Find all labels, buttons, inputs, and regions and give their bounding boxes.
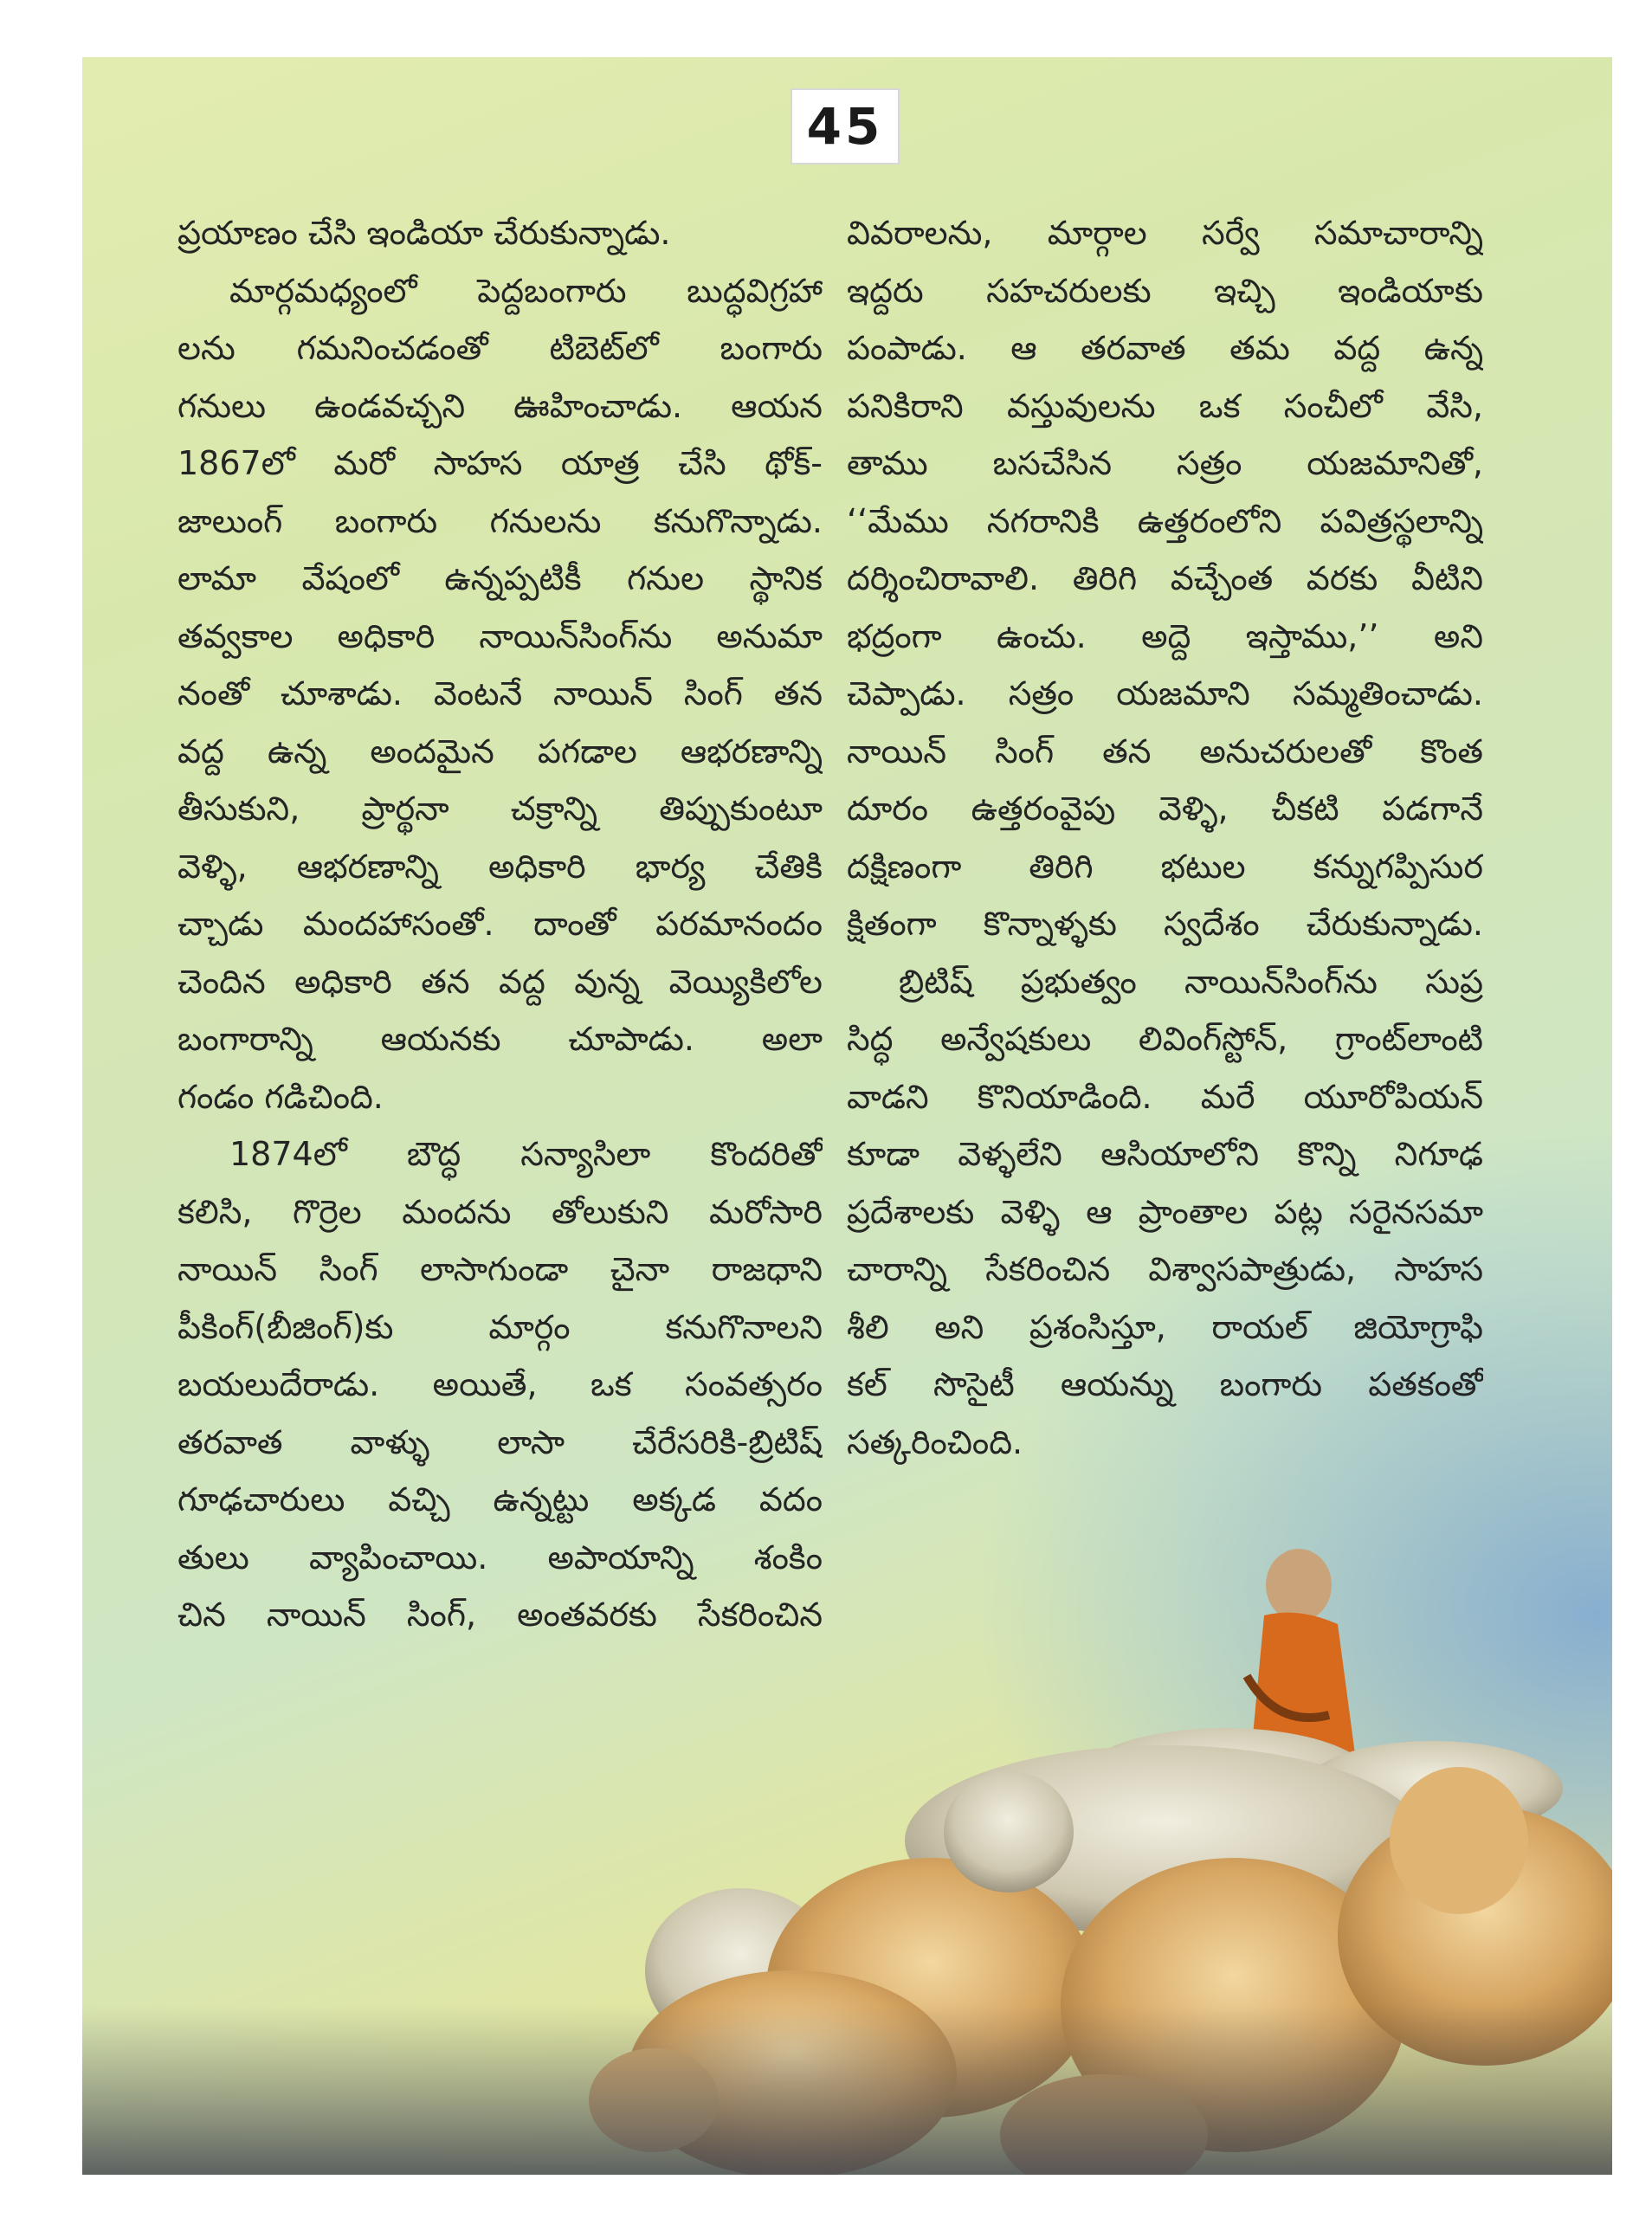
text-line: సిద్ధ అన్వేషకులు లివింగ్‌స్టోన్, గ్రాంట్‌లాంటి	[847, 1020, 1483, 1058]
sheep-head-center	[944, 1771, 1074, 1892]
ground-shadow	[82, 2005, 1612, 2175]
text-line: తవ్వకాల అధికారి నాయిన్‌సింగ్‌ను అనుమా	[177, 616, 823, 655]
text-line: జాలుంగ్ బంగారు గనులను కనుగొన్నాడు.	[177, 501, 823, 540]
text-line: శీలి అని ప్రశంసిస్తూ, రాయల్ జియోగ్రాఫి	[847, 1307, 1483, 1346]
sheep-center	[1061, 1858, 1407, 2152]
text-line: తాము బసచేసిన సత్రం యజమానితో,	[847, 444, 1483, 482]
text-line: నాయిన్ సింగ్ తన అనుచరులతో కొంత	[847, 732, 1483, 770]
text-line: పంపాడు. ఆ తరవాత తమ వద్ద ఉన్న	[847, 329, 1483, 367]
text-line: నంతో చూశాడు. వెంటనే నాయిన్ సింగ్ తన	[177, 674, 823, 712]
text-line: వివరాలను, మార్గాల సర్వే సమాచారాన్ని	[847, 214, 1483, 252]
text-line: వెళ్ళి, ఆభరణాన్ని అధికారి భార్య చేతికి	[177, 847, 823, 886]
text-line: కలిసి, గొర్రెల మందను తోలుకుని మరోసారి	[177, 1192, 823, 1231]
text-line: చిన నాయిన్ సింగ్, అంతవరకు సేకరించిన	[177, 1596, 823, 1634]
left-column	[177, 204, 823, 1644]
text-line: 1867లో మరో సాహస యాత్ర చేసి థోక్-	[177, 444, 823, 482]
text-line: కూడా వెళ్ళలేని ఆసియాలోని కొన్ని నిగూఢ	[847, 1135, 1483, 1173]
sheep-head-bottom	[1000, 2074, 1208, 2175]
text-line: చారాన్ని సేకరించిన విశ్వాసపాత్రుడు, సాహస	[847, 1250, 1483, 1288]
text-line: చ్చాడు మందహాసంతో. దాంతో పరమానందం	[177, 905, 823, 943]
text-line: గూఢచారులు వచ్చి ఉన్నట్టు అక్కడ వదం	[177, 1480, 823, 1518]
sheep-left	[766, 1858, 1095, 2118]
text-line: చెప్పాడు. సత్రం యజమాని సమ్మతించాడు.	[847, 674, 1483, 712]
text-line: లను గమనించడంతో టిబెట్‌లో బంగారు	[177, 329, 823, 367]
text-line: ప్రయాణం చేసి ఇండియా చేరుకున్నాడు.	[177, 214, 671, 252]
sheep-middle	[905, 1745, 1424, 1936]
text-line: మార్గమధ్యంలో పెద్దబంగారు బుద్ధవిగ్రహా	[229, 271, 823, 310]
text-line: కల్ సొసైటీ ఆయన్ను బంగారు పతకంతో	[847, 1365, 1483, 1403]
text-line: ‘‘మేము నగరానికి ఉత్తరంలోని పవిత్రస్థలాన్ని	[847, 501, 1483, 540]
text-line: గనులు ఉండవచ్చని ఊహించాడు. ఆయన	[177, 386, 823, 425]
text-line: బయలుదేరాడు. అయితే, ఒక సంవత్సరం	[177, 1365, 823, 1403]
text-line: 1874లో బౌద్ధ సన్యాసిలా కొందరితో	[229, 1135, 823, 1173]
text-line: పనికిరాని వస్తువులను ఒక సంచీలో వేసి,	[847, 386, 1483, 425]
text-line: బంగారాన్ని ఆయనకు చూపాడు. అలా	[177, 1020, 823, 1058]
text-line: తీసుకుని, ప్రార్థనా చక్రాన్ని తిప్పుకుంటూ	[177, 790, 823, 828]
sheep-head-front	[589, 2048, 719, 2152]
text-line: పీకింగ్(బీజింగ్)కు మార్గం కనుగొనాలని	[177, 1307, 823, 1346]
text-line: దక్షిణంగా తిరిగి భటుల కన్నుగప్పిసుర	[847, 847, 1483, 886]
text-line: క్షితంగా కొన్నాళ్ళకు స్వదేశం చేరుకున్నాడు.	[847, 905, 1483, 943]
text-line: దూరం ఉత్తరంవైపు వెళ్ళి, చీకటి పడగానే	[847, 790, 1483, 828]
text-line: ఇద్దరు సహచరులకు ఇచ్చి ఇండియాకు	[847, 271, 1483, 310]
text-line: వాడని కొనియాడింది. మరే యూరోపియన్	[847, 1077, 1483, 1116]
text-line: ప్రదేశాలకు వెళ్ళి ఆ ప్రాంతాల పట్ల సరైనసమా	[847, 1192, 1483, 1231]
text-line: దర్శించిరావాలి. తిరిగి వచ్చేంత వరకు వీటిని	[847, 559, 1483, 597]
sheep-head-left	[645, 1888, 836, 2053]
sheep-head-right	[1390, 1767, 1528, 1914]
page-number: 45	[791, 88, 900, 164]
text-line: గండం గడిచింది.	[177, 1077, 384, 1116]
monk-figure	[1247, 1549, 1355, 1754]
text-line: తరవాత వాళ్ళు లాసా చేరేసరికి-బ్రిటిష్	[177, 1422, 823, 1461]
text-line: సత్కరించింది.	[847, 1422, 1023, 1461]
text-line: నాయిన్ సింగ్ లాసాగుండా చైనా రాజధాని	[177, 1250, 823, 1288]
sheep-back-grey	[1078, 1728, 1372, 1832]
text-line: బ్రిటిష్ ప్రభుత్వం నాయిన్‌సింగ్‌ను సుప్ర	[899, 962, 1483, 1001]
text-line: వద్ద ఉన్న అందమైన పగడాల ఆభరణాన్ని	[177, 732, 823, 770]
page	[82, 57, 1612, 2175]
sheep-back-grey-2	[1303, 1741, 1563, 1836]
sheep-front-left	[628, 1970, 957, 2175]
text-line: భద్రంగా ఉంచు. అద్దె ఇస్తాము,’’ అని	[847, 616, 1483, 655]
text-line: తులు వ్యాపించాయి. అపాయాన్ని శంకిం	[177, 1538, 823, 1576]
text-line: లామా వేషంలో ఉన్నప్పటికీ గనుల స్థానిక	[177, 559, 823, 597]
text-line: చెందిన అధికారి తన వద్ద వున్న వెయ్యికిలోల	[177, 962, 823, 1001]
right-column	[847, 204, 1483, 1471]
sheep-right	[1338, 1806, 1612, 2066]
